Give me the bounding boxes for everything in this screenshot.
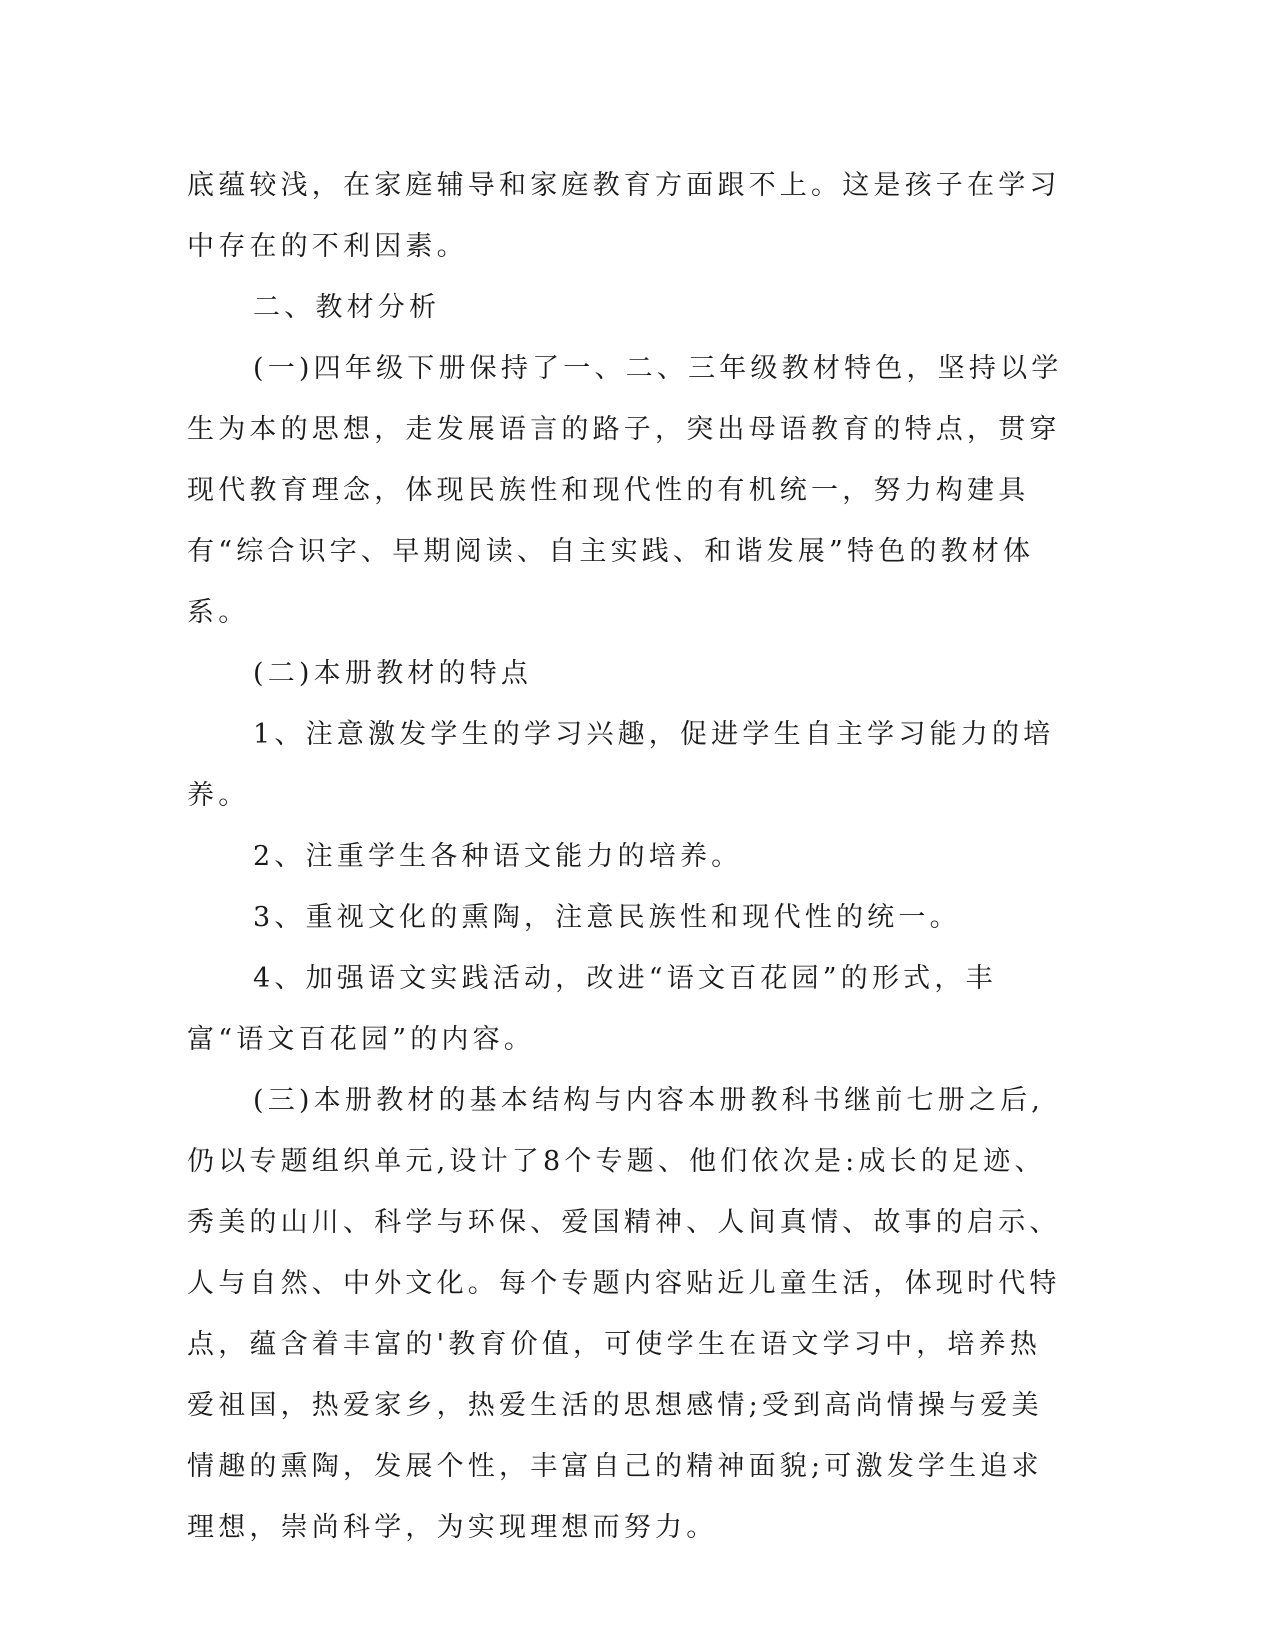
paragraph-structure-content: (三)本册教材的基本结构与内容本册教科书继前七册之后,仍以专题组织单元,设计了8个专题、他们依次是:成长的足迹、秀美的山川、科学与环保、爱国精神、人间真情、故事的启示、人与自然、中外文化。每个专题内容贴近儿童生活，体现时代特点，蕴含着丰富的'教育价值，可使学生在语文学习中，培养热爱祖国，热爱家乡，热爱生活的思想感情;受到高尚情操与爱美情趣的熏陶，发展个性，丰富自己的精神面貌;可激发学生追求理想，崇尚科学，为实现理想而努力。 xyxy=(187,1085,1061,1543)
paragraph-continuation: 底蕴较浅，在家庭辅导和家庭教育方面跟不上。这是孩子在学习中存在的不利因素。 xyxy=(187,170,1061,262)
list-item-1: 1、注意激发学生的学习兴趣，促进学生自主学习能力的培养。 xyxy=(187,719,1055,811)
document-page xyxy=(187,155,1067,1558)
paragraph-textbook-features: (一)四年级下册保持了一、二、三年级教材特色，坚持以学生为本的思想，走发展语言的路子，突出母语教育的特点，贯穿现代教育理念，体现民族性和现代性的有机统一，努力构建具有“综合识字、早期阅读、自主实践、和谐发展”特色的教材体系。 xyxy=(187,353,1063,628)
subheading-features: (二)本册教材的特点 xyxy=(253,658,533,689)
list-item-2: 2、注重学生各种语文能力的培养。 xyxy=(253,841,743,872)
section-heading-textbook-analysis: 二、教材分析 xyxy=(253,292,441,323)
list-item-3: 3、重视文化的熏陶，注意民族性和现代性的统一。 xyxy=(253,902,961,933)
list-item-4: 4、加强语文实践活动，改进“语文百花园”的形式，丰富“语文百花园”的内容。 xyxy=(187,963,997,1055)
